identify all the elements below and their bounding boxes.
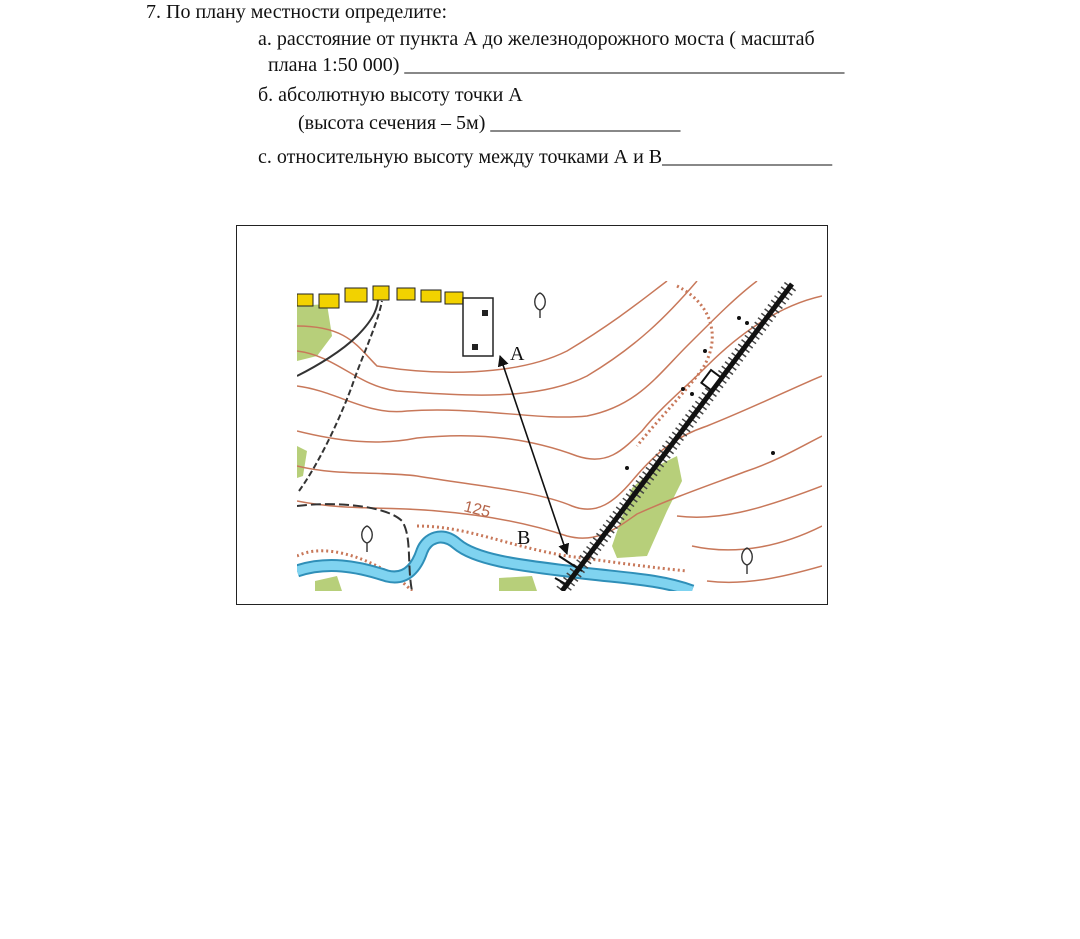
contour-line (297, 296, 822, 459)
tree-icon (742, 548, 753, 574)
tree-icon (535, 293, 546, 318)
map-symbol (681, 387, 685, 391)
contour-line (692, 526, 822, 550)
map-symbol (737, 316, 741, 320)
contour-line (707, 566, 822, 582)
contour-lines (297, 281, 822, 591)
vegetation-area (315, 576, 342, 591)
task-title: 7. По плану местности определите: (146, 1, 448, 23)
point-b-label: В (517, 527, 531, 549)
settlement (297, 286, 463, 308)
map-drawing (237, 226, 827, 604)
point-a-label: А (510, 343, 525, 365)
topographic-map (236, 225, 828, 605)
contour-line (297, 376, 822, 509)
map-symbol (745, 321, 749, 325)
vegetation-area (297, 446, 307, 478)
task-item-b-line1: б. абсолютную высоту точки А (258, 84, 523, 106)
task-item-c-line1: с. относительную высоту между точками А и В_________________ (258, 146, 833, 168)
building (482, 310, 488, 316)
contour-line (677, 486, 822, 517)
task-item-b-line2: (высота сечения – 5м) ___________________ (298, 112, 681, 134)
building (472, 344, 478, 350)
vegetation-area (499, 576, 537, 591)
map-symbol (771, 451, 775, 455)
map-symbol (625, 466, 629, 470)
map-symbol (703, 349, 707, 353)
contour-label: 125 (462, 498, 493, 522)
contour-line (297, 436, 822, 538)
tree-icon (362, 526, 373, 552)
task-item-a-line2: плана 1:50 000) ____________________________________________ (268, 54, 845, 76)
railway (562, 284, 792, 591)
distance-arrow (500, 356, 567, 554)
map-symbol (690, 392, 694, 396)
task-item-a-line1: а. расстояние от пункта А до железнодорожного моста ( масштаб (258, 28, 815, 50)
slope-hatch (637, 286, 712, 446)
